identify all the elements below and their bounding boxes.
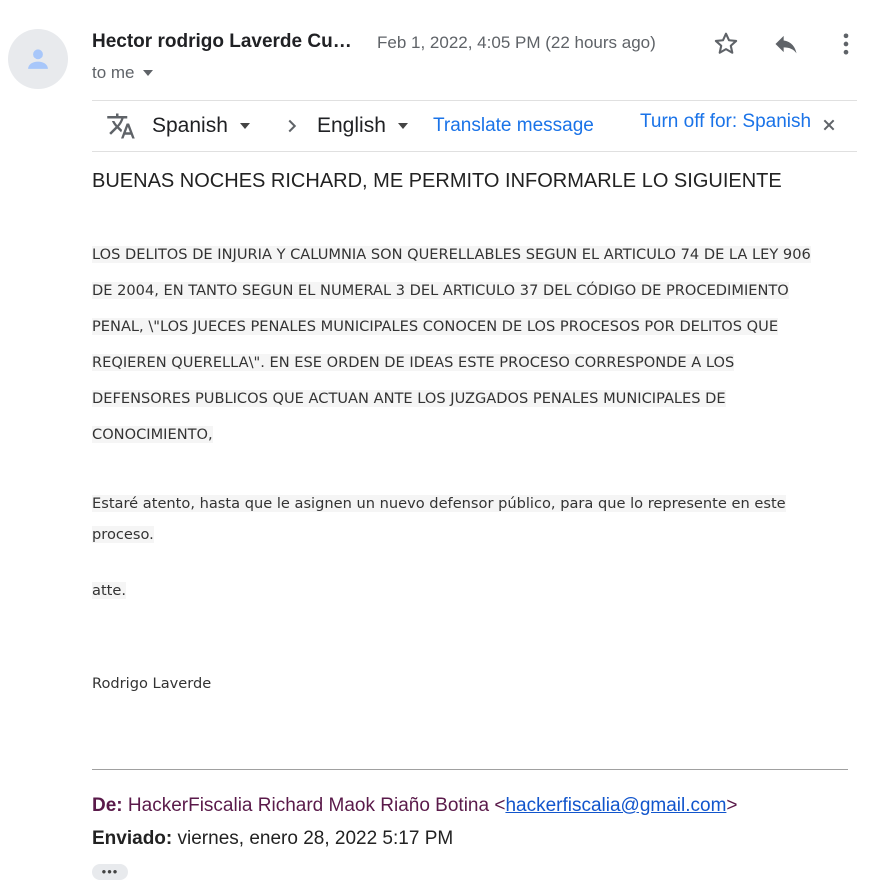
- recipient-details-toggle[interactable]: [92, 63, 153, 83]
- turn-off-translation-link[interactable]: Turn off for: Spanish: [640, 111, 812, 132]
- target-language-label: English: [317, 114, 386, 137]
- paragraph-line: DEFENSORES PUBLICOS QUE ACTUAN ANTE LOS JUZGADOS PENALES MUNICIPALES DE: [92, 390, 726, 407]
- from-name: HackerFiscalia Richard Maok Riaño Botina <: [127, 795, 506, 816]
- reply-icon: [772, 30, 800, 58]
- sent-value: viernes, enero 28, 2022 5:17 PM: [172, 828, 454, 849]
- chevron-right-icon: [281, 115, 303, 137]
- star-icon: [712, 30, 740, 58]
- translate-bar: [92, 100, 857, 152]
- more-vert-icon: [832, 30, 860, 58]
- star-button[interactable]: [710, 28, 742, 60]
- sender-name[interactable]: Hector rodrigo Laverde Cu…: [92, 31, 352, 52]
- sent-label: Enviado:: [92, 828, 173, 849]
- close-icon[interactable]: [821, 117, 837, 133]
- message-paragraph: [92, 237, 862, 453]
- chevron-down-icon: [240, 123, 250, 129]
- greeting-text: BUENAS NOCHES RICHARD, ME PERMITO INFORMARLE LO SIGUIENTE: [92, 170, 782, 192]
- person-icon: [24, 45, 52, 73]
- translate-icon: [106, 111, 136, 141]
- paragraph-line: LOS DELITOS DE INJURIA Y CALUMNIA SON QUERELLABLES SEGUN EL ARTICULO 74 DE LA LEY 906: [92, 246, 811, 263]
- quote-divider: [92, 769, 848, 770]
- paragraph-line: Estaré atento, hasta que le asignen un nuevo defensor público, para que lo represente en este: [92, 495, 786, 512]
- reply-button[interactable]: [770, 28, 802, 60]
- from-close: >: [726, 795, 738, 816]
- message-date: Feb 1, 2022, 4:05 PM (22 hours ago): [377, 33, 656, 52]
- forwarded-sent-line: [92, 828, 453, 850]
- paragraph-line: proceso.: [92, 526, 154, 543]
- chevron-down-icon: [143, 70, 153, 76]
- show-trimmed-content-button[interactable]: •••: [92, 864, 128, 880]
- paragraph-line: PENAL, \"LOS JUECES PENALES MUNICIPALES CONOCEN DE LOS PROCESOS POR DELITOS QUE: [92, 318, 779, 335]
- signature-text: Rodrigo Laverde: [92, 675, 212, 692]
- from-label: De:: [92, 795, 123, 816]
- sender-avatar[interactable]: [8, 29, 68, 89]
- source-language-label: Spanish: [152, 114, 228, 137]
- translate-message-link[interactable]: Translate message: [433, 115, 594, 136]
- message-paragraph: [92, 488, 852, 550]
- closing-text: atte.: [92, 582, 127, 599]
- target-language-select[interactable]: [317, 114, 408, 138]
- paragraph-line: DE 2004, EN TANTO SEGUN EL NUMERAL 3 DEL ARTICULO 37 DEL CÓDIGO DE PROCEDIMIENTO: [92, 282, 789, 299]
- chevron-down-icon: [398, 123, 408, 129]
- more-options-button[interactable]: [830, 28, 862, 60]
- from-email-link[interactable]: hackerfiscalia@gmail.com: [505, 795, 727, 816]
- source-language-select[interactable]: [152, 114, 250, 138]
- paragraph-line: REQIEREN QUERELLA\". EN ESE ORDEN DE IDEAS ESTE PROCESO CORRESPONDE A LOS: [92, 354, 735, 371]
- forwarded-from-line: [92, 795, 738, 817]
- paragraph-line: CONOCIMIENTO,: [92, 426, 213, 443]
- recipient-label: to me: [92, 63, 135, 82]
